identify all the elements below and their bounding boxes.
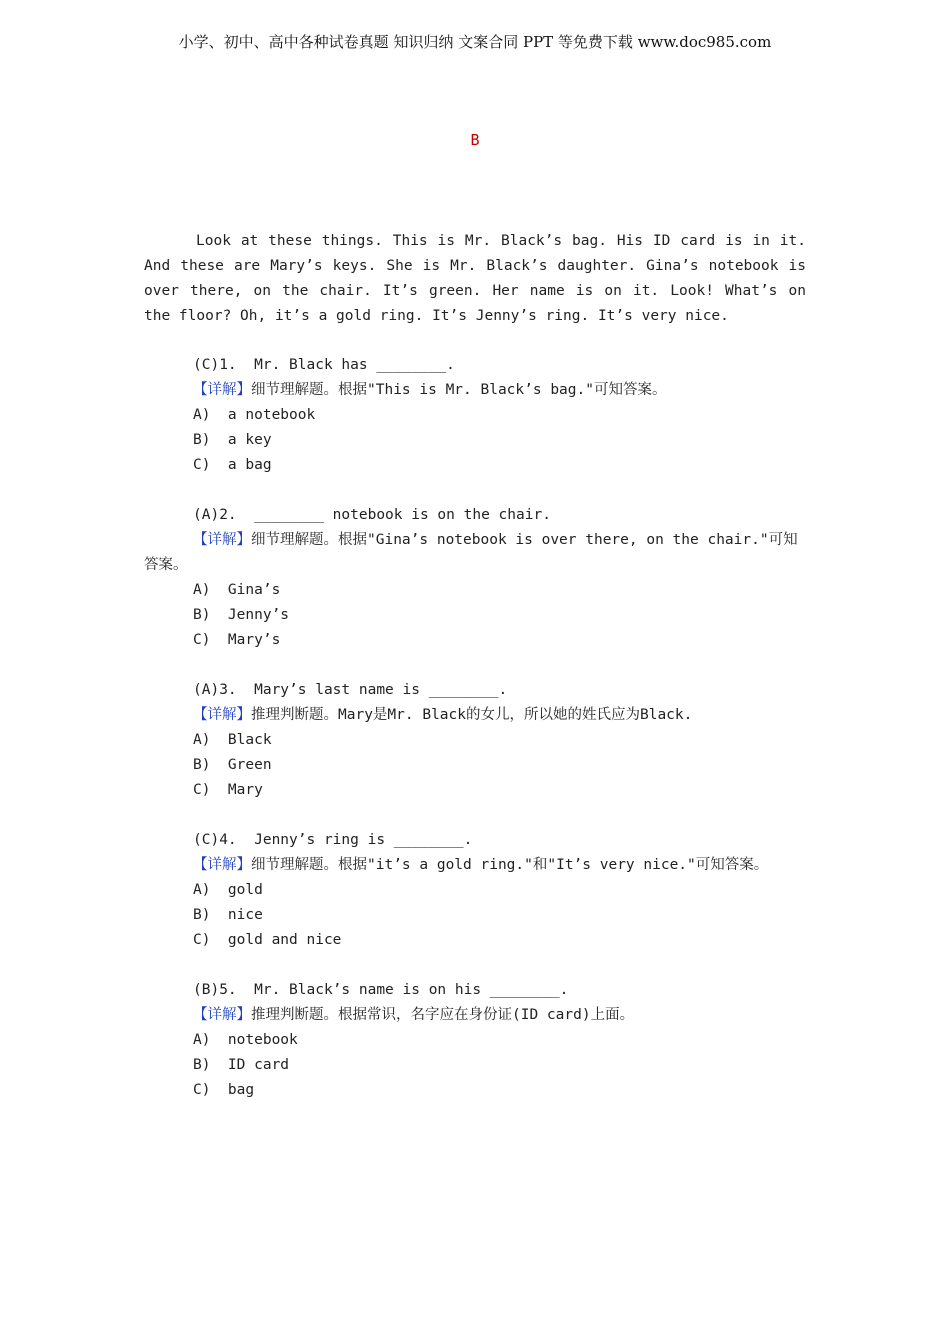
option-c: C) bag	[193, 1082, 255, 1098]
explain-label: 【详解】	[193, 857, 251, 873]
explain-label: 【详解】	[193, 382, 251, 398]
question-list	[144, 353, 806, 1128]
reading-passage: Look at these things. This is Mr. Black’s bag. His ID card is in it. And these are Mary’s keys. She is Mr. Black’s daughter. Gina’s notebook is over there, on the chair. It’s green. Her name is on it. Look! What’s on the floor? Oh, it’s a gold ring. It’s Jenny’s ring. It’s very nice.	[144, 233, 806, 324]
question-explanation	[144, 703, 806, 728]
option-b: B) nice	[193, 907, 263, 923]
question-explanation	[144, 528, 806, 578]
option-a: A) Black	[193, 732, 272, 748]
explain-label: 【详解】	[193, 1007, 251, 1023]
option-b: B) Jenny’s	[193, 607, 290, 623]
explanation-text: 细节理解题。根据"Gina’s notebook is over there, on the chair."可知答案。	[144, 532, 798, 573]
question-2	[144, 503, 806, 653]
option-a: A) notebook	[193, 1032, 298, 1048]
option-c: C) Mary	[193, 782, 263, 798]
option-b: B) ID card	[193, 1057, 290, 1073]
question-explanation	[144, 853, 806, 878]
question-stem: (A)3. Mary’s last name is ________.	[193, 682, 508, 698]
question-explanation	[144, 1003, 806, 1028]
explain-label: 【详解】	[193, 707, 251, 723]
option-c: C) a bag	[193, 457, 272, 473]
question-5	[144, 978, 806, 1103]
explanation-text: 细节理解题。根据"This is Mr. Black’s bag."可知答案。	[251, 382, 667, 398]
option-b: B) a key	[193, 432, 272, 448]
page-header: 小学、初中、高中各种试卷真题 知识归纳 文案合同 PPT 等免费下载 www.doc985.com	[178, 33, 772, 51]
option-c: C) Mary’s	[193, 632, 281, 648]
explanation-text: 推理判断题。根据常识，名字应在身份证(ID card)上面。	[251, 1007, 635, 1023]
question-1	[144, 353, 806, 478]
question-4	[144, 828, 806, 953]
question-stem: (C)1. Mr. Black has ________.	[193, 357, 455, 373]
option-a: A) Gina’s	[193, 582, 281, 598]
option-a: A) gold	[193, 882, 263, 898]
question-stem: (B)5. Mr. Black’s name is on his ________.	[193, 982, 569, 998]
explain-label: 【详解】	[193, 532, 251, 548]
explanation-text: 细节理解题。根据"it’s a gold ring."和"It’s very nice."可知答案。	[251, 857, 769, 873]
section-title: B	[470, 131, 480, 149]
question-stem: (C)4. Jenny’s ring is ________.	[193, 832, 473, 848]
question-stem: (A)2. ________ notebook is on the chair.	[193, 507, 551, 523]
option-c: C) gold and nice	[193, 932, 342, 948]
option-b: B) Green	[193, 757, 272, 773]
question-3	[144, 678, 806, 803]
question-explanation	[144, 378, 806, 403]
option-a: A) a notebook	[193, 407, 316, 423]
explanation-text: 推理判断题。Mary是Mr. Black的女儿，所以她的姓氏应为Black.	[251, 707, 693, 723]
